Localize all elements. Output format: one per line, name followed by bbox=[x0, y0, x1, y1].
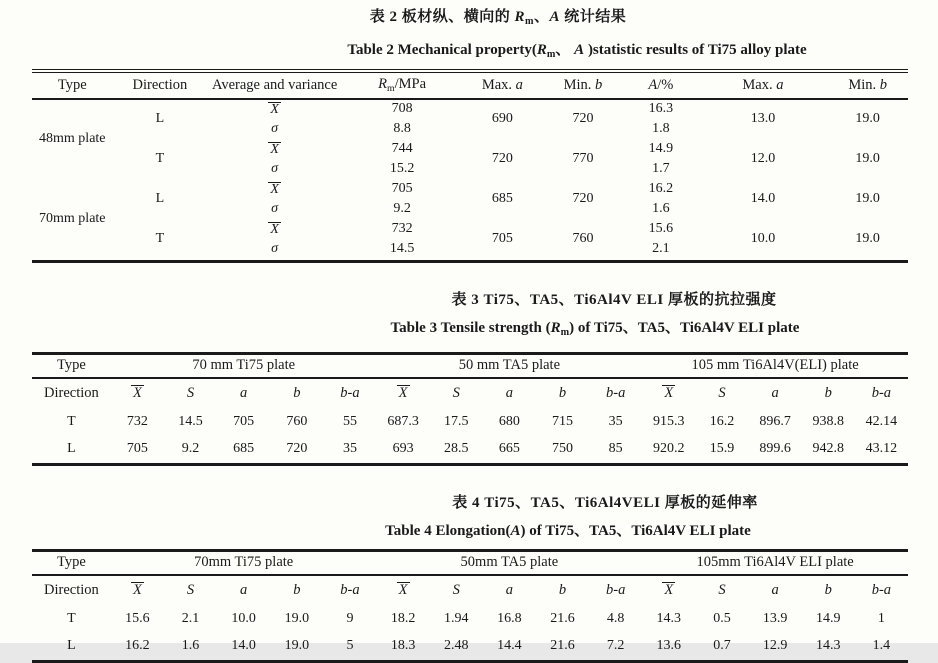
a-sigma-value: 2.1 bbox=[652, 241, 670, 257]
stat-column-header bbox=[749, 575, 802, 606]
text-segment: )statistic results of Ti75 alloy plate bbox=[584, 41, 807, 58]
value-cell: 21.6 bbox=[550, 637, 575, 653]
text-segment: ) of Ti75、TA5、Ti6Al4V ELI plate bbox=[569, 319, 800, 336]
value-cell: 1 bbox=[877, 610, 885, 626]
text-segment: a bbox=[776, 76, 784, 93]
text-segment: /MPa bbox=[394, 75, 427, 92]
plate-group-header: 50mm TA5 plate bbox=[377, 550, 643, 575]
a-mean-value: 16.2 bbox=[648, 181, 674, 197]
value-cell: 28.5 bbox=[443, 440, 469, 456]
rm-max-value: 705 bbox=[491, 231, 513, 247]
value-cell: 920.2 bbox=[653, 440, 685, 456]
value-cell: 0.7 bbox=[713, 637, 731, 653]
stat-column-header bbox=[802, 378, 855, 409]
text-segment: m bbox=[386, 82, 395, 94]
text-segment: σ bbox=[271, 161, 279, 177]
value-cell: 55 bbox=[342, 413, 357, 429]
stat-mean-label bbox=[207, 180, 342, 200]
value-cell: 760 bbox=[286, 413, 308, 429]
value-cell: 2.48 bbox=[443, 637, 469, 653]
value-cell: 18.3 bbox=[390, 637, 416, 653]
table2-row bbox=[32, 99, 908, 120]
stat-column-header bbox=[483, 378, 536, 409]
stat-sigma-label bbox=[207, 160, 342, 180]
text-segment: b bbox=[595, 76, 603, 93]
text-segment: S bbox=[186, 581, 195, 598]
direction-cell: L bbox=[67, 440, 76, 456]
table2-row bbox=[32, 140, 908, 160]
group-header-row bbox=[32, 550, 908, 575]
value-cell: 19.0 bbox=[284, 610, 310, 626]
table4-caption-zh bbox=[0, 493, 938, 513]
plate-group-header: 70mm Ti75 plate bbox=[111, 550, 377, 575]
value-cell: 899.6 bbox=[759, 440, 791, 456]
rm-max-value: 720 bbox=[491, 151, 513, 167]
a-min-value: 19.0 bbox=[855, 191, 880, 207]
stat-column-header bbox=[642, 378, 695, 409]
text-segment: b-a bbox=[871, 384, 892, 401]
stat-column-header bbox=[111, 575, 164, 606]
value-cell: 896.7 bbox=[759, 413, 791, 429]
text-segment: m bbox=[560, 326, 570, 338]
stat-column-header bbox=[323, 575, 376, 606]
value-cell: 35 bbox=[342, 440, 357, 456]
text-segment: a bbox=[505, 581, 513, 598]
text-segment: a bbox=[240, 581, 248, 598]
value-cell: 14.5 bbox=[178, 413, 203, 429]
value-cell: 14.0 bbox=[231, 637, 256, 653]
direction-cell: T bbox=[155, 151, 165, 167]
text-segment: X bbox=[132, 582, 142, 599]
value-cell: 7.2 bbox=[606, 637, 625, 653]
text-segment: m bbox=[546, 48, 556, 60]
value-cell: 12.9 bbox=[762, 637, 788, 653]
text-segment: σ bbox=[271, 121, 279, 137]
text-segment: b-a bbox=[605, 581, 626, 598]
stat-column-header bbox=[430, 575, 483, 606]
plate-group-header: 105mm Ti6Al4V ELI plate bbox=[642, 550, 908, 575]
stat-column-header bbox=[377, 378, 430, 409]
stat-column-header bbox=[536, 575, 589, 606]
text-segment: Table 4 Elongation( bbox=[385, 522, 511, 539]
value-cell: 16.8 bbox=[497, 610, 522, 626]
a-mean-value: 15.6 bbox=[648, 221, 674, 237]
text-segment: S bbox=[718, 581, 726, 598]
text-segment: Max. bbox=[742, 76, 777, 93]
value-cell: 1.94 bbox=[443, 610, 469, 626]
sub-header-row bbox=[32, 575, 908, 606]
value-cell: 685 bbox=[233, 440, 255, 456]
rm-min-value: 720 bbox=[572, 111, 594, 127]
text-segment: S bbox=[186, 384, 195, 401]
text-segment: X bbox=[664, 385, 674, 402]
text-segment: Min. bbox=[563, 76, 596, 93]
table4-elongation bbox=[32, 549, 908, 663]
text-segment: Min. bbox=[848, 76, 880, 93]
rm-mean-value: 744 bbox=[391, 141, 413, 157]
value-cell: 5 bbox=[346, 637, 354, 653]
rm-max-value: 685 bbox=[491, 191, 513, 207]
plate-group-header: 70 mm Ti75 plate bbox=[111, 353, 377, 378]
value-cell: 915.3 bbox=[653, 413, 685, 429]
text-segment: Table 2 Mechanical property( bbox=[347, 41, 537, 58]
text-segment: S bbox=[452, 581, 460, 598]
column-header bbox=[342, 71, 462, 99]
stat-sigma-label bbox=[207, 120, 342, 140]
value-cell: 85 bbox=[608, 440, 623, 456]
column-header bbox=[113, 71, 208, 99]
value-cell: 14.3 bbox=[815, 637, 841, 653]
value-cell: 705 bbox=[233, 413, 255, 429]
stat-column-header bbox=[164, 575, 217, 606]
value-cell: 732 bbox=[126, 413, 148, 429]
text-segment: Max. bbox=[481, 76, 516, 93]
text-segment: b-a bbox=[340, 581, 360, 598]
text-segment: σ bbox=[271, 241, 279, 257]
a-min-value: 19.0 bbox=[855, 151, 880, 167]
text-segment: X bbox=[270, 221, 279, 237]
text-segment: R bbox=[550, 319, 561, 336]
stat-column-header bbox=[695, 575, 748, 606]
text-segment: ) of Ti75、TA5、Ti6Al4V ELI plate bbox=[520, 522, 751, 539]
a-max-value: 13.0 bbox=[750, 111, 776, 127]
stat-column-header bbox=[802, 575, 855, 606]
value-cell: 0.5 bbox=[713, 610, 731, 626]
column-header bbox=[623, 71, 698, 99]
text-segment: a bbox=[240, 384, 248, 401]
rm-sigma-value: 15.2 bbox=[389, 161, 415, 177]
value-cell: 693 bbox=[392, 440, 414, 456]
table2-caption-en bbox=[0, 40, 938, 65]
text-segment: b-a bbox=[605, 384, 626, 401]
value-cell: 15.6 bbox=[125, 610, 150, 626]
text-segment: R bbox=[514, 9, 525, 25]
data-row bbox=[32, 633, 908, 662]
value-cell: 42.14 bbox=[865, 413, 898, 429]
table2-row bbox=[32, 220, 908, 240]
text-segment: 统计结果 bbox=[560, 9, 627, 25]
rm-sigma-value: 8.8 bbox=[393, 121, 411, 137]
value-cell: 17.5 bbox=[443, 413, 469, 429]
value-cell: 2.1 bbox=[181, 610, 200, 626]
value-cell: 705 bbox=[126, 440, 148, 456]
rm-min-value: 770 bbox=[572, 151, 594, 167]
text-segment: b bbox=[293, 581, 301, 598]
value-cell: 720 bbox=[286, 440, 308, 456]
a-mean-value: 16.3 bbox=[648, 101, 674, 117]
text-segment: /% bbox=[657, 76, 674, 93]
text-segment: 表 3 Ti75、TA5、Ti6Al4V ELI 厚板的抗拉强度 bbox=[451, 291, 777, 308]
table3-caption-en bbox=[0, 318, 938, 343]
value-cell: 715 bbox=[552, 413, 574, 429]
sub-header-row bbox=[32, 378, 908, 409]
direction-cell: L bbox=[155, 111, 165, 127]
value-cell: 15.9 bbox=[709, 440, 735, 456]
a-mean-value: 14.9 bbox=[648, 141, 674, 157]
a-min-value: 19.0 bbox=[855, 111, 880, 127]
direction-header: Direction bbox=[44, 384, 99, 401]
value-cell: 14.4 bbox=[497, 637, 522, 653]
rm-mean-value: 732 bbox=[391, 221, 413, 237]
stat-column-header bbox=[270, 378, 323, 409]
column-header bbox=[207, 71, 342, 99]
text-segment: A bbox=[510, 522, 521, 539]
text-segment: S bbox=[452, 384, 460, 401]
value-cell: 16.2 bbox=[125, 637, 150, 653]
value-cell: 19.0 bbox=[284, 637, 310, 653]
text-segment: A bbox=[574, 41, 585, 58]
data-row bbox=[32, 606, 908, 633]
text-segment: 表 2 bbox=[369, 9, 398, 25]
value-cell: 680 bbox=[498, 413, 520, 429]
plate-group-header: 50 mm TA5 plate bbox=[377, 353, 643, 378]
text-segment: Type bbox=[57, 76, 87, 93]
stat-column-header bbox=[430, 378, 483, 409]
text-segment: a bbox=[771, 384, 779, 401]
text-segment: b bbox=[558, 384, 567, 401]
text-segment: b bbox=[293, 384, 301, 401]
a-max-value: 10.0 bbox=[750, 231, 776, 247]
text-segment: Direction bbox=[132, 76, 188, 93]
text-segment: Table 3 Tensile strength ( bbox=[390, 319, 551, 336]
text-segment: A bbox=[648, 76, 658, 93]
direction-cell: T bbox=[155, 231, 165, 247]
direction-cell: L bbox=[155, 191, 165, 207]
rm-mean-value: 705 bbox=[391, 181, 413, 197]
value-cell: 9.2 bbox=[181, 440, 200, 456]
direction-cell: L bbox=[67, 637, 76, 653]
rm-sigma-value: 9.2 bbox=[393, 201, 411, 217]
stat-column-header bbox=[589, 575, 642, 606]
rm-max-value: 690 bbox=[491, 111, 513, 127]
stat-sigma-label bbox=[207, 240, 342, 262]
text-segment: Average and variance bbox=[211, 76, 338, 93]
data-row bbox=[32, 409, 908, 436]
rm-mean-value: 708 bbox=[391, 101, 413, 117]
stat-column-header bbox=[323, 378, 376, 409]
stat-column-header bbox=[111, 378, 164, 409]
text-segment: b bbox=[824, 581, 832, 598]
type-header: Type bbox=[32, 550, 111, 575]
stat-column-header bbox=[217, 575, 270, 606]
text-segment: S bbox=[718, 384, 726, 401]
text-segment: 表 4 Ti75、TA5、Ti6Al4VELI 厚板的延伸率 bbox=[452, 494, 758, 511]
text-segment: m bbox=[525, 15, 534, 27]
stat-column-header bbox=[377, 575, 430, 606]
value-cell: 14.9 bbox=[815, 610, 841, 626]
text-segment: A bbox=[549, 9, 561, 25]
text-segment: a bbox=[515, 76, 523, 93]
text-segment: X bbox=[132, 385, 142, 402]
table3-caption-zh bbox=[0, 290, 938, 310]
text-segment: σ bbox=[271, 201, 279, 217]
a-sigma-value: 1.6 bbox=[652, 201, 670, 217]
text-segment: X bbox=[270, 141, 279, 157]
value-cell: 13.9 bbox=[762, 610, 788, 626]
value-cell: 750 bbox=[552, 440, 574, 456]
data-row bbox=[32, 436, 908, 465]
a-max-value: 14.0 bbox=[750, 191, 776, 207]
text-segment: R bbox=[378, 75, 387, 92]
type-cell: 70mm plate bbox=[39, 211, 106, 227]
value-cell: 21.6 bbox=[550, 610, 575, 626]
group-header-row bbox=[32, 353, 908, 378]
text-segment: b bbox=[824, 384, 832, 401]
value-cell: 1.6 bbox=[181, 637, 200, 653]
table2-mechanical-properties bbox=[32, 69, 908, 263]
text-segment: X bbox=[664, 582, 674, 599]
text-segment: 、 bbox=[534, 9, 550, 25]
value-cell: 14.3 bbox=[656, 610, 682, 626]
text-segment: X bbox=[398, 582, 408, 599]
text-segment: b bbox=[879, 76, 887, 93]
value-cell: 9 bbox=[346, 610, 354, 626]
text-segment: b-a bbox=[871, 581, 892, 598]
value-cell: 942.8 bbox=[812, 440, 844, 456]
a-min-value: 19.0 bbox=[855, 231, 880, 247]
text-segment: b-a bbox=[340, 384, 360, 401]
table2-header-row bbox=[32, 71, 908, 99]
rm-sigma-value: 14.5 bbox=[389, 241, 415, 257]
rm-min-value: 760 bbox=[572, 231, 594, 247]
stat-column-header bbox=[855, 378, 908, 409]
plate-group-header: 105 mm Ti6Al4V(ELI) plate bbox=[642, 353, 908, 378]
stat-column-header bbox=[695, 378, 748, 409]
stat-column-header bbox=[164, 378, 217, 409]
column-header bbox=[827, 71, 908, 99]
value-cell: 938.8 bbox=[812, 413, 844, 429]
table3-tensile-strength bbox=[32, 352, 908, 466]
text-segment: 、 bbox=[555, 41, 575, 58]
column-header bbox=[32, 71, 113, 99]
rm-min-value: 720 bbox=[572, 191, 594, 207]
stat-column-header bbox=[536, 378, 589, 409]
direction-header: Direction bbox=[44, 581, 99, 598]
stat-column-header bbox=[270, 575, 323, 606]
stat-column-header bbox=[749, 378, 802, 409]
stat-column-header bbox=[855, 575, 908, 606]
value-cell: 35 bbox=[608, 413, 623, 429]
text-segment: X bbox=[398, 385, 408, 402]
stat-mean-label bbox=[207, 140, 342, 160]
text-segment: 板材纵、横向的 bbox=[397, 9, 515, 25]
stat-column-header bbox=[589, 378, 642, 409]
column-header bbox=[699, 71, 828, 99]
value-cell: 18.2 bbox=[390, 610, 416, 626]
value-cell: 687.3 bbox=[387, 413, 419, 429]
direction-cell: T bbox=[67, 413, 76, 429]
value-cell: 13.6 bbox=[656, 637, 682, 653]
stat-mean-label bbox=[207, 220, 342, 240]
text-segment: a bbox=[771, 581, 779, 598]
type-cell: 48mm plate bbox=[39, 131, 106, 147]
value-cell: 16.2 bbox=[709, 413, 735, 429]
stat-column-header bbox=[217, 378, 270, 409]
value-cell: 1.4 bbox=[872, 637, 891, 653]
table2-row bbox=[32, 180, 908, 200]
type-header: Type bbox=[32, 353, 111, 378]
value-cell: 665 bbox=[498, 440, 520, 456]
value-cell: 43.12 bbox=[865, 440, 898, 456]
stat-column-header bbox=[642, 575, 695, 606]
text-segment: a bbox=[505, 384, 513, 401]
text-segment: b bbox=[558, 581, 567, 598]
table2-caption-zh bbox=[0, 0, 938, 32]
stat-column-header bbox=[483, 575, 536, 606]
table4-caption-en bbox=[0, 521, 938, 541]
direction-cell: T bbox=[67, 610, 76, 626]
stat-sigma-label bbox=[207, 200, 342, 220]
a-sigma-value: 1.7 bbox=[652, 161, 670, 177]
column-header bbox=[462, 71, 543, 99]
column-header bbox=[543, 71, 624, 99]
text-segment: R bbox=[536, 41, 547, 58]
a-max-value: 12.0 bbox=[750, 151, 776, 167]
a-sigma-value: 1.8 bbox=[652, 121, 670, 137]
text-segment: X bbox=[270, 181, 279, 197]
value-cell: 4.8 bbox=[606, 610, 625, 626]
value-cell: 10.0 bbox=[231, 610, 256, 626]
stat-mean-label bbox=[207, 99, 342, 120]
text-segment: X bbox=[270, 101, 279, 117]
